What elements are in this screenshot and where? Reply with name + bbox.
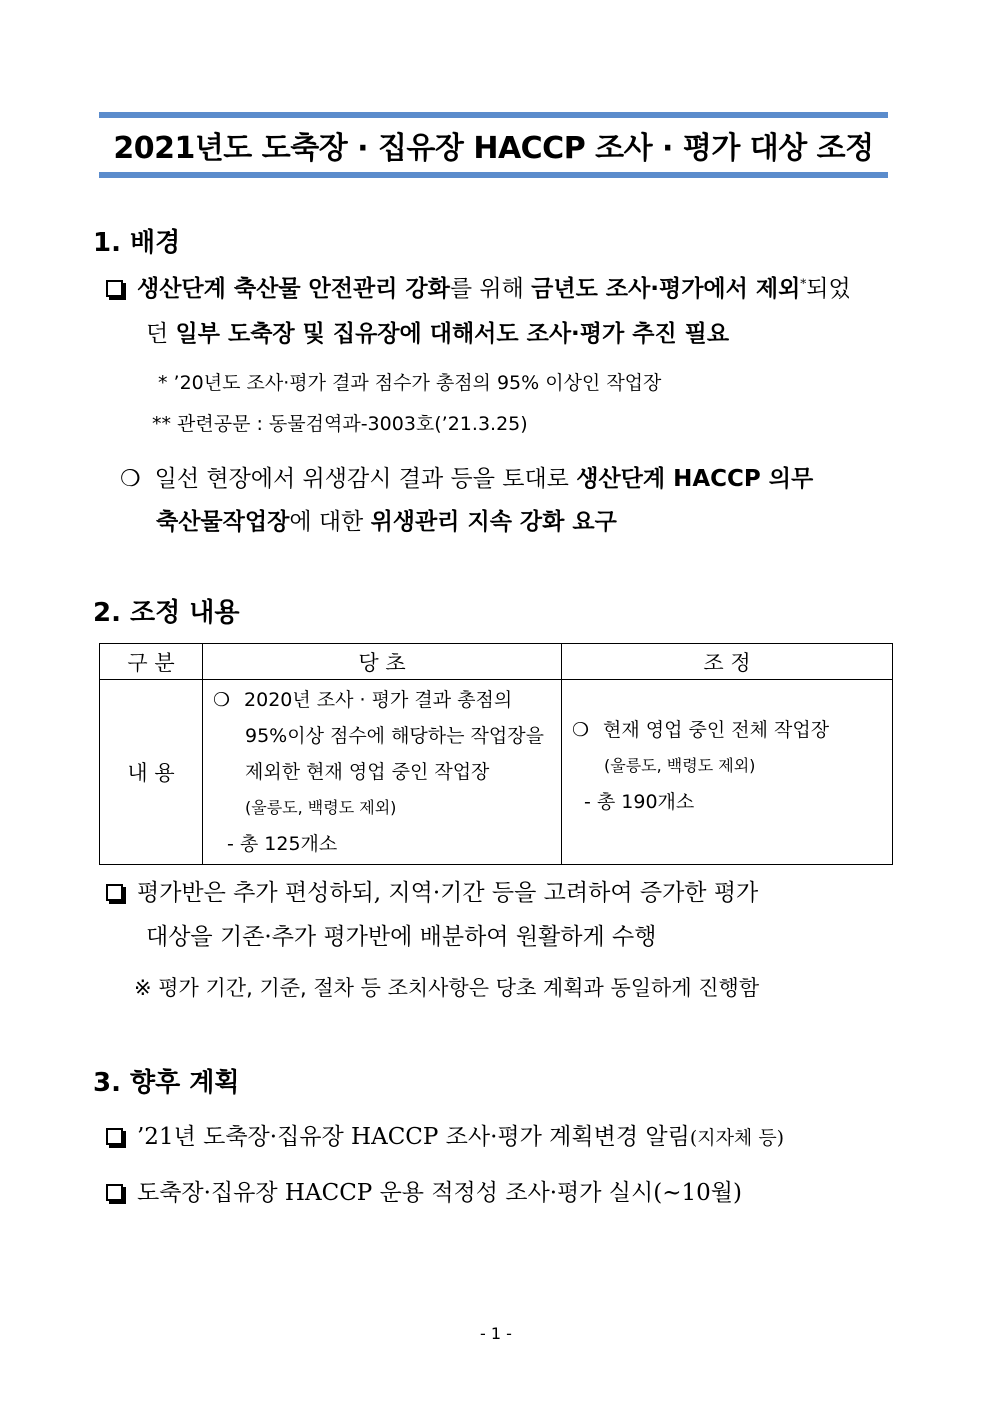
bold-text: 위생관리 지속 강화 요구 bbox=[370, 509, 617, 535]
adjusted-cell bbox=[562, 680, 893, 865]
row-label: 내 용 bbox=[100, 680, 203, 865]
text: 를 위해 bbox=[449, 276, 532, 302]
table-header-category: 구 분 bbox=[100, 644, 203, 680]
adjusted-text: 현재 영업 중인 전체 작업장 bbox=[603, 719, 830, 741]
bold-text: 금년도 조사·평가에서 제외 bbox=[531, 276, 801, 302]
table-header-adjusted: 조 정 bbox=[562, 644, 893, 680]
bold-text: 축산물작업장 bbox=[156, 509, 290, 535]
section1-bullet1-line2 bbox=[146, 315, 729, 348]
text: ’21년 도축장·집유장 HACCP 조사·평가 계획변경 알림 bbox=[137, 1124, 690, 1150]
circle-bullet-icon: ❍ bbox=[572, 719, 590, 741]
checkbox-square-icon bbox=[106, 884, 123, 901]
section1-heading: 1. 배경 bbox=[93, 228, 181, 258]
circle-bullet-icon: ❍ bbox=[213, 689, 231, 711]
original-line3: 제외한 현재 영업 중인 작업장 bbox=[245, 761, 490, 783]
footnote-1: * ’20년도 조사·평가 결과 점수가 총점의 95% 이상인 작업장 bbox=[158, 372, 662, 394]
checkbox-square-icon bbox=[106, 280, 123, 297]
section1-bullet1-line1 bbox=[106, 270, 851, 303]
original-total: - 총 125개소 bbox=[227, 833, 338, 855]
text: 평가반은 추가 편성하되, 지역·기간 등을 고려하여 증가한 평가 bbox=[137, 880, 759, 906]
footnote-2: ** 관련공문 : 동물검역과-3003호(’21.3.25) bbox=[152, 413, 528, 435]
bold-text: 일부 도축장 및 집유장에 대해서도 조사·평가 추진 필요 bbox=[175, 321, 730, 347]
checkbox-square-icon bbox=[106, 1128, 123, 1145]
circle-bullet-icon: ❍ bbox=[120, 466, 141, 492]
table-header-original: 당 초 bbox=[203, 644, 562, 680]
text: 도축장·집유장 HACCP 운용 적정성 조사·평가 실시(~10월) bbox=[137, 1180, 742, 1206]
title-box bbox=[99, 112, 888, 178]
original-cell bbox=[203, 680, 562, 865]
footnote-marker: * bbox=[800, 276, 807, 291]
adjusted-total: - 총 190개소 bbox=[584, 791, 695, 813]
original-text: 2020년 조사 · 평가 결과 총점의 bbox=[244, 689, 513, 711]
section2-heading: 2. 조정 내용 bbox=[93, 598, 240, 628]
adjusted-note: (울릉도, 백령도 제외) bbox=[604, 756, 756, 775]
section1-sub1-line2 bbox=[156, 503, 617, 536]
section2-bullet1-line2: 대상을 기존·추가 평가반에 배분하여 원활하게 수행 bbox=[146, 924, 657, 950]
original-line1 bbox=[213, 682, 555, 718]
bold-text: 생산단계 축산물 안전관리 강화 bbox=[137, 276, 450, 302]
section1-sub1-line1 bbox=[120, 460, 813, 493]
bold-text: 생산단계 HACCP 의무 bbox=[576, 466, 814, 492]
text: 일선 현장에서 위생감시 결과 등을 토대로 bbox=[154, 466, 577, 492]
table-row bbox=[100, 680, 893, 865]
original-line2: 95%이상 점수에 해당하는 작업장을 bbox=[245, 725, 544, 747]
page-title: 2021년도 도축장 · 집유장 HACCP 조사 · 평가 대상 조정 bbox=[113, 131, 874, 166]
text: 던 bbox=[146, 321, 176, 347]
section2-note: ※ 평가 기간, 기준, 절차 등 조치사항은 당초 계획과 동일하게 진행함 bbox=[134, 976, 760, 1000]
adjusted-line1 bbox=[572, 712, 886, 748]
checkbox-square-icon bbox=[106, 1184, 123, 1201]
section3-bullet2 bbox=[106, 1174, 742, 1207]
page-number: - 1 - bbox=[480, 1324, 512, 1343]
section2-bullet1-line1 bbox=[106, 874, 758, 907]
small-text: (지자체 등) bbox=[689, 1127, 785, 1149]
original-note: (울릉도, 백령도 제외) bbox=[245, 798, 397, 817]
adjustment-table bbox=[99, 643, 893, 865]
text: 에 대한 bbox=[289, 509, 371, 535]
section3-bullet1 bbox=[106, 1118, 784, 1151]
table-header-row bbox=[100, 644, 893, 680]
text: 되었 bbox=[806, 276, 851, 302]
section3-heading: 3. 향후 계획 bbox=[93, 1068, 240, 1098]
